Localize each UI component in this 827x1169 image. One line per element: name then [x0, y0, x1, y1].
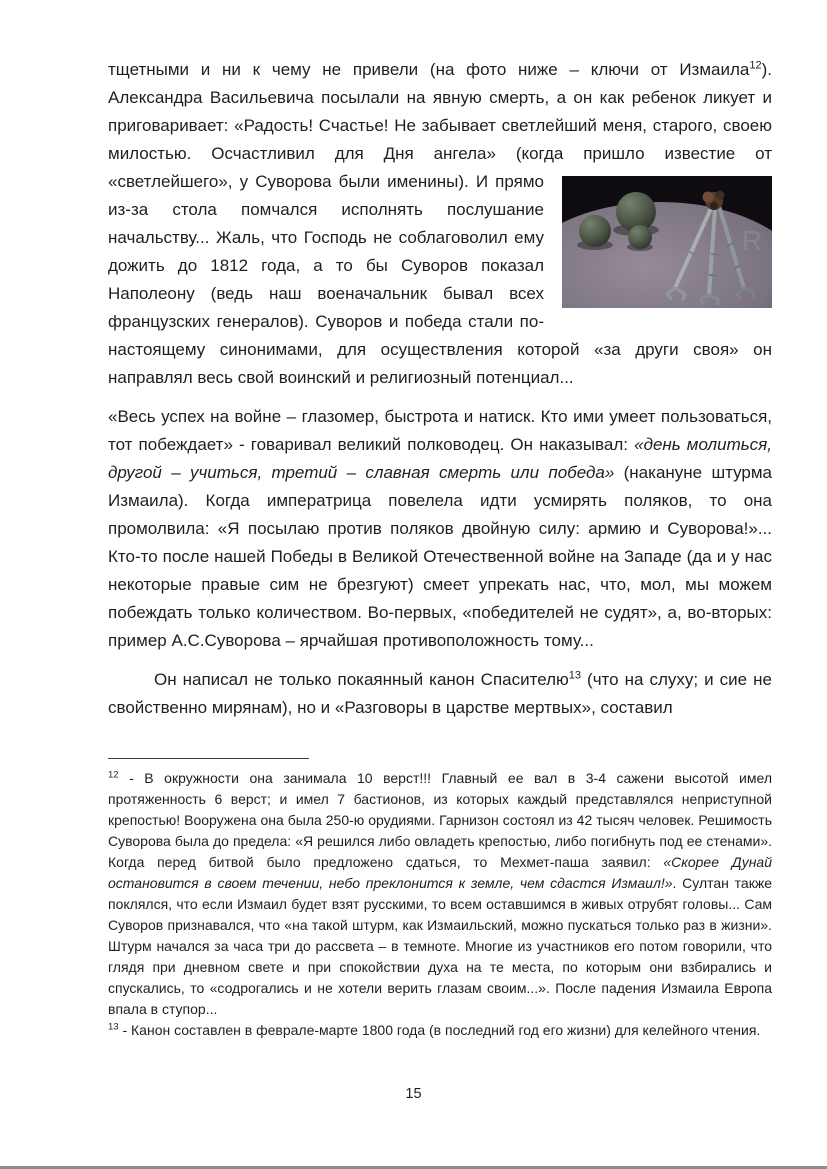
cannonball-medium	[579, 215, 611, 247]
cannonball-small	[628, 225, 652, 249]
footnote-area	[108, 752, 772, 1041]
izmail-keys-photo-graphic	[562, 176, 772, 308]
footnote-12: $^{12}$ - В окружности она занимала 10 верст!!! Главный ее вал в 3-4 сажени высотой имел протяженность 6 верст; и имел 7 бастионов, из которых каждый представлялся неприступной крепостью! Вооружена она была 250-ю орудиями. Гарнизон состоял из 42 тысяч человек. Решимость Суворова была до предела: «Я решился либо овладеть крепостью, либо погибнуть под ее стенами». Когда перед битвой было предложено сдаться, то Мехмет-паша заявил: «Скорее Дунай остановится в своем течении, небо преклонится к земле, чем сдастся Измаил!». Султан также поклялся, что если Измаил будет взят русскими, то всем оставшимся в живых отрубят головы... Сам Суворов признавался, что «на такой штурм, как Измаильский, можно пускаться только раз в жизни». Штурм начался за часа три до рассвета – в темноте. Многие из участников его потом говорили, что глядя при дневном свете и при спокойствии духа на те места, по которым они взбирались и спускались, то «содрогались и не хотели верить глазам своим...». После падения Измаила Европа впала в ступор...	[108, 769, 772, 1017]
main-text-column	[108, 56, 772, 733]
page-number: 15	[405, 1086, 422, 1102]
footnote-13: $^{13}$ - Канон составлен в феврале-марте 1800 года (в последний год его жизни) для келейного чтения.	[108, 1021, 761, 1038]
paragraph-2	[108, 403, 772, 655]
paragraph-1-text: тщетными и ни к чему не привели (на фото ниже – ключи от Измаила$^{12}$). Александра Васильевича посылали на явную смерть, а он как ребенок ликует и приговаривает: «Радость! Счастье! Не забывает светлейший меня, старого, своею милостью. Осчастливил для Дня ангела» (когда пришло известие от «светлейшего», у Суворова были именины). И прямо из-за стола помчался исполнять послушание начальству... Жаль, что Господь не соблаговолил ему дожить до 1812 года, а то бы Суворов показал Наполеону (ведь наш военачальник бывал всех французских генералов). Суворов и победа стали по-настоящему синонимами, для осуществления которой «за други своя» он направлял весь свой воинский и религиозный потенциал...	[108, 59, 772, 387]
photo-watermark-letter: R	[741, 225, 763, 256]
footnote-separator-line	[108, 758, 309, 759]
izmail-keys-photo	[562, 176, 772, 308]
paragraph-1	[108, 56, 772, 392]
paragraph-3-text: Он написал не только покаянный канон Спасителю$^{13}$ (что на слуху; и сие не свойственно мирянам), но и «Разговоры в царстве мертвых», составил	[108, 669, 772, 717]
paragraph-3	[108, 666, 772, 722]
paragraph-2-text: «Весь успех на войне – глазомер, быстрота и натиск. Кто ими умеет пользоваться, тот побеждает» - говаривал великий полководец. Он наказывал: «день молиться, другой – учиться, третий – славная смерть или победа» (накануне штурма Измаила). Когда императрица повелела идти усмирять поляков, то она промолвила: «Я посылаю против поляков двойную силу: армию и Суворова!»... Кто-то после нашей Победы в Великой Отечественной войне на Западе (да и у нас некоторые правые сим не брезгуют) смеет упрекать нас, что, мол, мы можем побеждать только количеством. Во-первых, «победителей не судят», а, во-вторых: пример А.С.Суворова – ярчайшая противоположность тому...	[108, 407, 772, 650]
